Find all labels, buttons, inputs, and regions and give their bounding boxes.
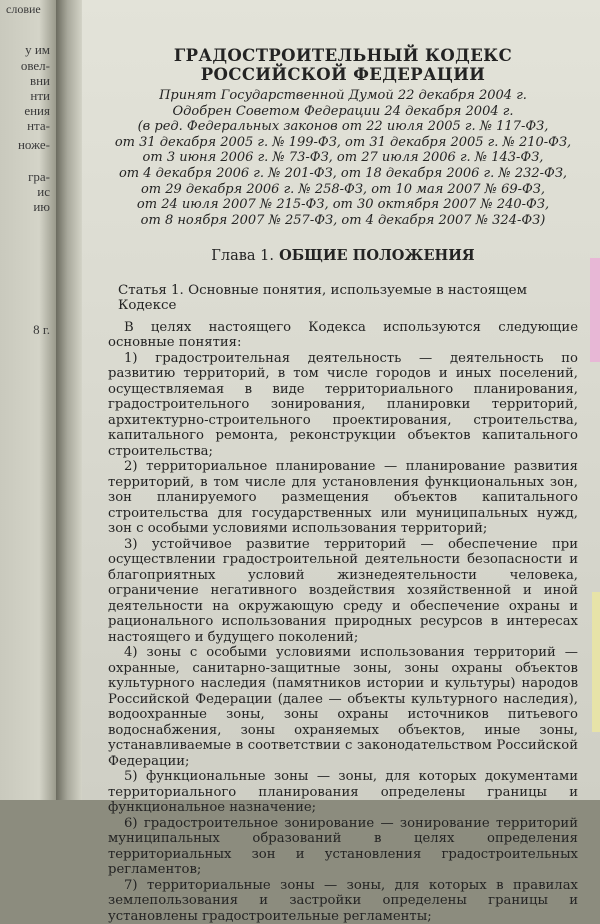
- approved-line: Одобрен Советом Федерации 24 декабря 2004 г.: [172, 103, 514, 119]
- left-page-text-fragment: нта-: [27, 118, 50, 133]
- adopted-line: Принят Государственной Думой 22 декабря 2004 г.: [159, 88, 527, 103]
- revision-line: от 31 декабря 2005 г. № 199-ФЗ, от 31 декабря 2005 г. № 210-ФЗ,: [114, 134, 572, 150]
- paragraph-item: 6) градостроительное зонирование — зонирование территорий муниципальных образований в целях определения территориальных зон и установления градостроительных регламентов;: [108, 815, 578, 878]
- article-number: Статья 1.: [118, 282, 184, 298]
- previous-page-edge: [0, 0, 56, 800]
- book-gutter: [56, 0, 82, 800]
- adoption-info: [108, 88, 578, 228]
- left-page-text-fragment: 8 г.: [33, 322, 50, 337]
- revision-line: (в ред. Федеральных законов от 22 июля 2005 г. № 117-ФЗ,: [137, 119, 549, 135]
- chapter-number: Глава 1.: [211, 248, 275, 265]
- pink-bookmark-tab: [590, 258, 600, 362]
- paragraph-item: 4) зоны с особыми условиями использования территорий — охранные, санитарно-защитные зоны, зоны охраны объектов культурного наследия (памятников истории и культуры) народов Российской Федерации (далее — объекты культурного наследия), водоохранные зоны, зоны охраны источников питьевого водоснабжения, зоны охраняемых объектов, иные зоны, устанавливаемые в соответствии с законодательством Российской Федерации;: [108, 645, 578, 769]
- page-content: [108, 46, 578, 924]
- article-heading: [108, 283, 578, 314]
- document-page: [82, 0, 600, 924]
- chapter-title: ОБЩИЕ ПОЛОЖЕНИЯ: [279, 247, 475, 265]
- document-title: [108, 46, 578, 84]
- revision-line: от 24 июля 2007 № 215-ФЗ, от 30 октября 2007 № 240-ФЗ,: [136, 197, 550, 213]
- left-page-text-fragment: ис: [37, 184, 50, 199]
- left-page-text-fragment: ения: [24, 103, 50, 118]
- left-page-text-fragment: вни: [29, 73, 50, 88]
- left-page-text-fragment: нти: [30, 88, 50, 103]
- left-page-text-fragment: ию: [33, 199, 50, 214]
- left-page-text-fragment: овел-: [20, 58, 50, 73]
- chapter-heading: [108, 248, 578, 265]
- yellow-bookmark-tab: [592, 592, 600, 732]
- paragraph-item: 5) функциональные зоны — зоны, для которых документами территориального планирования определены границы и функциональное назначение;: [108, 769, 578, 816]
- left-page-text-fragment: гра-: [28, 169, 50, 184]
- article-title: Основные понятия, используемые в настоящем Кодексе: [118, 282, 527, 314]
- paragraph-item: 1) градостроительная деятельность — деятельность по развитию территорий, в том числе городов и иных поселений, осуществляемая в виде территориального планирования, градостроительного зонирования, планировки территорий, архитектурно-строительного проектирования, строительства, капитального ремонта, реконструкции объектов капитального строительства;: [108, 350, 578, 459]
- paragraph-item: 2) территориальное планирование — планирование развития территорий, в том числе для установления функциональных зон, зон планируемого размещения объектов капитального строительства для государственных или муниципальных нужд, зон с особыми условиями использования территорий;: [108, 459, 578, 537]
- revision-line: от 29 декабря 2006 г. № 258-ФЗ, от 10 мая 2007 № 69-ФЗ,: [140, 181, 546, 197]
- title-line-2: РОССИЙСКОЙ ФЕДЕРАЦИИ: [200, 65, 486, 84]
- revision-line: от 4 декабря 2006 г. № 201-ФЗ, от 18 декабря 2006 г. № 232-ФЗ,: [118, 165, 568, 181]
- paragraph-intro: В целях настоящего Кодекса используются следующие основные понятия:: [108, 319, 578, 351]
- revision-line: от 8 ноября 2007 № 257-ФЗ, от 4 декабря 2007 № 324-ФЗ): [140, 212, 546, 228]
- paragraph-item: 3) устойчивое развитие территорий — обеспечение при осуществлении градостроительной деятельности безопасности и благоприятных условий жизнедеятельности человека, ограничение негативного воздействия хозяйственной и иной деятельности на окружающую среду и обеспечение охраны и рационального использования природных ресурсов в интересах настоящего и будущего поколений;: [108, 536, 578, 645]
- revision-line: от 3 июня 2006 г. № 73-ФЗ, от 27 июля 2006 г. № 143-ФЗ,: [142, 150, 544, 166]
- paragraph-item: 7) территориальные зоны — зоны, для которых в правилах землепользования и застройки определены границы и установлены градостроительные регламенты;: [108, 877, 578, 924]
- left-page-text-fragment: у им: [25, 42, 50, 57]
- left-page-text-fragment: ноже-: [17, 137, 50, 152]
- left-page-text-fragment: словие: [6, 2, 41, 16]
- title-line-1: ГРАДОСТРОИТЕЛЬНЫЙ КОДЕКС: [173, 46, 513, 65]
